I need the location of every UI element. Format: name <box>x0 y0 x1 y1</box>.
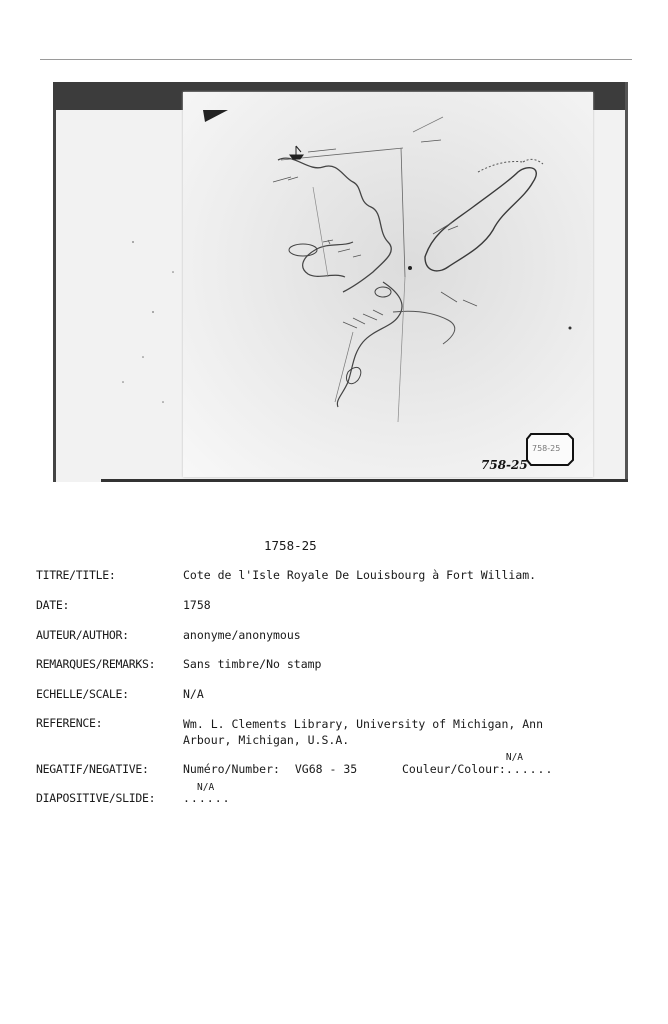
negative-colour-group <box>402 752 554 776</box>
author-label: AUTEUR/AUTHOR: <box>36 628 129 642</box>
coastline-south <box>337 282 402 407</box>
town-dot <box>408 266 412 270</box>
survey-line-sw <box>335 332 353 402</box>
negative-label: NEGATIF/NEGATIVE: <box>36 762 149 776</box>
slide-value: N/A <box>197 782 215 793</box>
date-value: 1758 <box>183 598 211 612</box>
dotted-shore <box>478 159 543 172</box>
survey-line-west <box>313 187 328 277</box>
reference-label: REFERENCE: <box>36 716 103 730</box>
reference-value: Wm. L. Clements Library, University of Michigan, Ann Arbour, Michigan, U.S.A. <box>183 717 544 747</box>
slide-label: DIAPOSITIVE/SLIDE: <box>36 791 156 805</box>
negative-number-value: VG68 - 35 <box>294 762 358 776</box>
island-harbour <box>375 287 391 297</box>
lake-outline <box>425 168 536 271</box>
negative-colour-label: Couleur/Colour: <box>402 762 506 776</box>
handwritten-inscription: 758-25 <box>481 458 528 472</box>
map-drawing <box>53 82 628 482</box>
stamp-text: 758-25 <box>532 444 561 453</box>
map-photograph <box>53 82 628 482</box>
author-value: anonyme/anonymous <box>183 628 301 642</box>
remarks-value: Sans timbre/No stamp <box>183 657 322 671</box>
catalog-number: 1758-25 <box>264 538 317 553</box>
map-annotations <box>273 140 477 328</box>
film-specks <box>122 241 174 403</box>
map-dot <box>569 327 572 330</box>
top-rule <box>40 59 632 60</box>
survey-line-ne <box>413 117 443 132</box>
negative-number-label: Numéro/Number: <box>183 762 280 776</box>
survey-line-vertical <box>401 148 405 277</box>
remarks-label: REMARQUES/REMARKS: <box>36 657 156 671</box>
coastline-bay <box>303 242 353 277</box>
slide-dots: ...... <box>183 791 231 805</box>
negative-number-group <box>183 762 357 776</box>
slide-entry-inner <box>183 782 231 805</box>
ship-icon <box>290 146 303 159</box>
scale-value: N/A <box>183 687 204 701</box>
negative-colour-value: N/A <box>505 752 524 763</box>
slide-entry <box>183 782 231 805</box>
title-label: TITRE/TITLE: <box>36 568 116 582</box>
negative-colour-entry <box>505 752 554 776</box>
date-label: DATE: <box>36 598 70 612</box>
survey-line-south <box>398 277 405 422</box>
scale-label: ECHELLE/SCALE: <box>36 687 129 701</box>
title-value: Cote de l'Isle Royale De Louisbourg à Fort William. <box>183 568 537 582</box>
corner-mark <box>203 110 228 122</box>
negative-colour-dots: ...... <box>505 762 554 776</box>
island-west <box>289 244 317 256</box>
